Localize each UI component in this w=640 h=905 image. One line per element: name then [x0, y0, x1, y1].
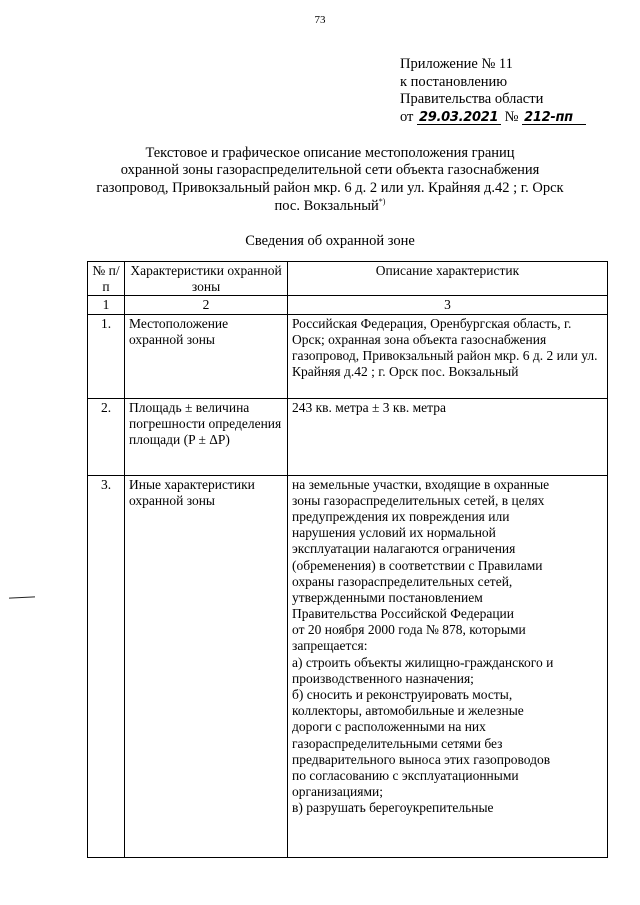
annex-block — [400, 56, 630, 127]
description-line: эксплуатации налагаются ограничения — [292, 541, 516, 557]
description-line: (обременения) в соответствии с Правилами — [292, 557, 543, 573]
title-line1: Текстовое и графическое описание местоположения границ — [145, 145, 515, 161]
table-header-row — [88, 262, 608, 296]
title-line2: охранной зоны газораспределительной сети объекта газоснабжения — [120, 162, 540, 179]
column-number-3: 3 — [288, 296, 608, 314]
header-characteristics: Характеристики охранной зоны — [125, 262, 288, 296]
table-row — [88, 475, 608, 857]
description-line: газораспределительными сетями без — [292, 735, 503, 751]
description-line: предварительного выноса этих газопроводов — [292, 751, 551, 767]
page-number: 73 — [314, 14, 326, 26]
description-line: охраны газораспределительных сетей, — [292, 573, 513, 589]
title-line3: газопровод, Привокзальный район мкр. 6 д. 2 или ул. Крайняя д.42 ; г. Орск — [96, 179, 564, 196]
row-name: Иные характеристики охранной зоны — [125, 475, 288, 857]
description-line: нарушения условий их нормальной — [292, 525, 496, 541]
annex-line2: к постановлению — [400, 73, 508, 90]
title-line4-text: пос. Вокзальный — [274, 198, 379, 214]
row-number: 1. — [88, 314, 125, 398]
annex-number: 212-пп — [522, 111, 586, 125]
description-line: утвержденными постановлением — [292, 589, 483, 605]
column-number-1: 1 — [88, 296, 125, 314]
row-description: 243 кв. метра ± 3 кв. метра — [288, 398, 608, 475]
description-line: зоны газораспределительных сетей, в целях — [292, 492, 545, 508]
description-line: запрещается: — [292, 638, 368, 654]
table-row — [88, 398, 608, 475]
description-line: Правительства Российской Федерации — [292, 606, 514, 622]
description-line: от 20 ноября 2000 года № 878, которыми — [292, 622, 526, 638]
header-description: Описание характеристик — [288, 262, 608, 296]
row-name: Площадь ± величина погрешности определения площади (P ± ΔP) — [125, 398, 288, 475]
row-name: Местоположение охранной зоны — [125, 314, 288, 398]
description-line: организациями; — [292, 784, 383, 800]
annex-line3: Правительства области — [400, 91, 544, 108]
title-line4 — [60, 197, 600, 215]
description-line: дороги с расположенными на них — [292, 719, 486, 735]
description-line: а) строить объекты жилищно-гражданского и — [292, 654, 554, 670]
scan-mark — [9, 596, 35, 598]
description-line: в) разрушать берегоукрепительные — [292, 800, 494, 816]
annex-line1: Приложение № 11 — [400, 56, 513, 72]
annex-number-label: № — [504, 109, 519, 126]
header-number: № п/п — [88, 262, 125, 296]
annex-date-line — [400, 109, 630, 127]
row-number: 3. — [88, 475, 125, 857]
description-line: по согласованию с эксплуатационными — [292, 767, 519, 783]
table-row — [88, 314, 608, 398]
section-subtitle: Сведения об охранной зоне — [245, 233, 415, 249]
description-line: на земельные участки, входящие в охранные — [292, 476, 550, 492]
description-line: б) сносить и реконструировать мосты, — [292, 687, 513, 702]
row-description — [288, 475, 608, 857]
table-column-numbers-row — [88, 296, 608, 314]
zone-info-table — [87, 261, 608, 858]
document-title — [60, 145, 600, 215]
annex-date: 29.03.2021 — [417, 111, 501, 125]
row-description: Российская Федерация, Оренбургская область, г. Орск; охранная зона объекта газоснабжения газопровод, Привокзальный район мкр. 6 д. 2 или ул. Крайняя д.42 ; г. Орск пос. Вокзальный — [288, 314, 608, 398]
description-line: коллекторы, автомобильные и железные — [292, 703, 524, 719]
description-line: производственного назначения; — [292, 670, 474, 686]
column-number-2: 2 — [125, 296, 288, 314]
row-number: 2. — [88, 398, 125, 475]
title-footnote-mark: *) — [378, 197, 386, 207]
description-line: предупреждения их повреждения или — [292, 508, 510, 524]
annex-from-label: от — [400, 109, 414, 126]
